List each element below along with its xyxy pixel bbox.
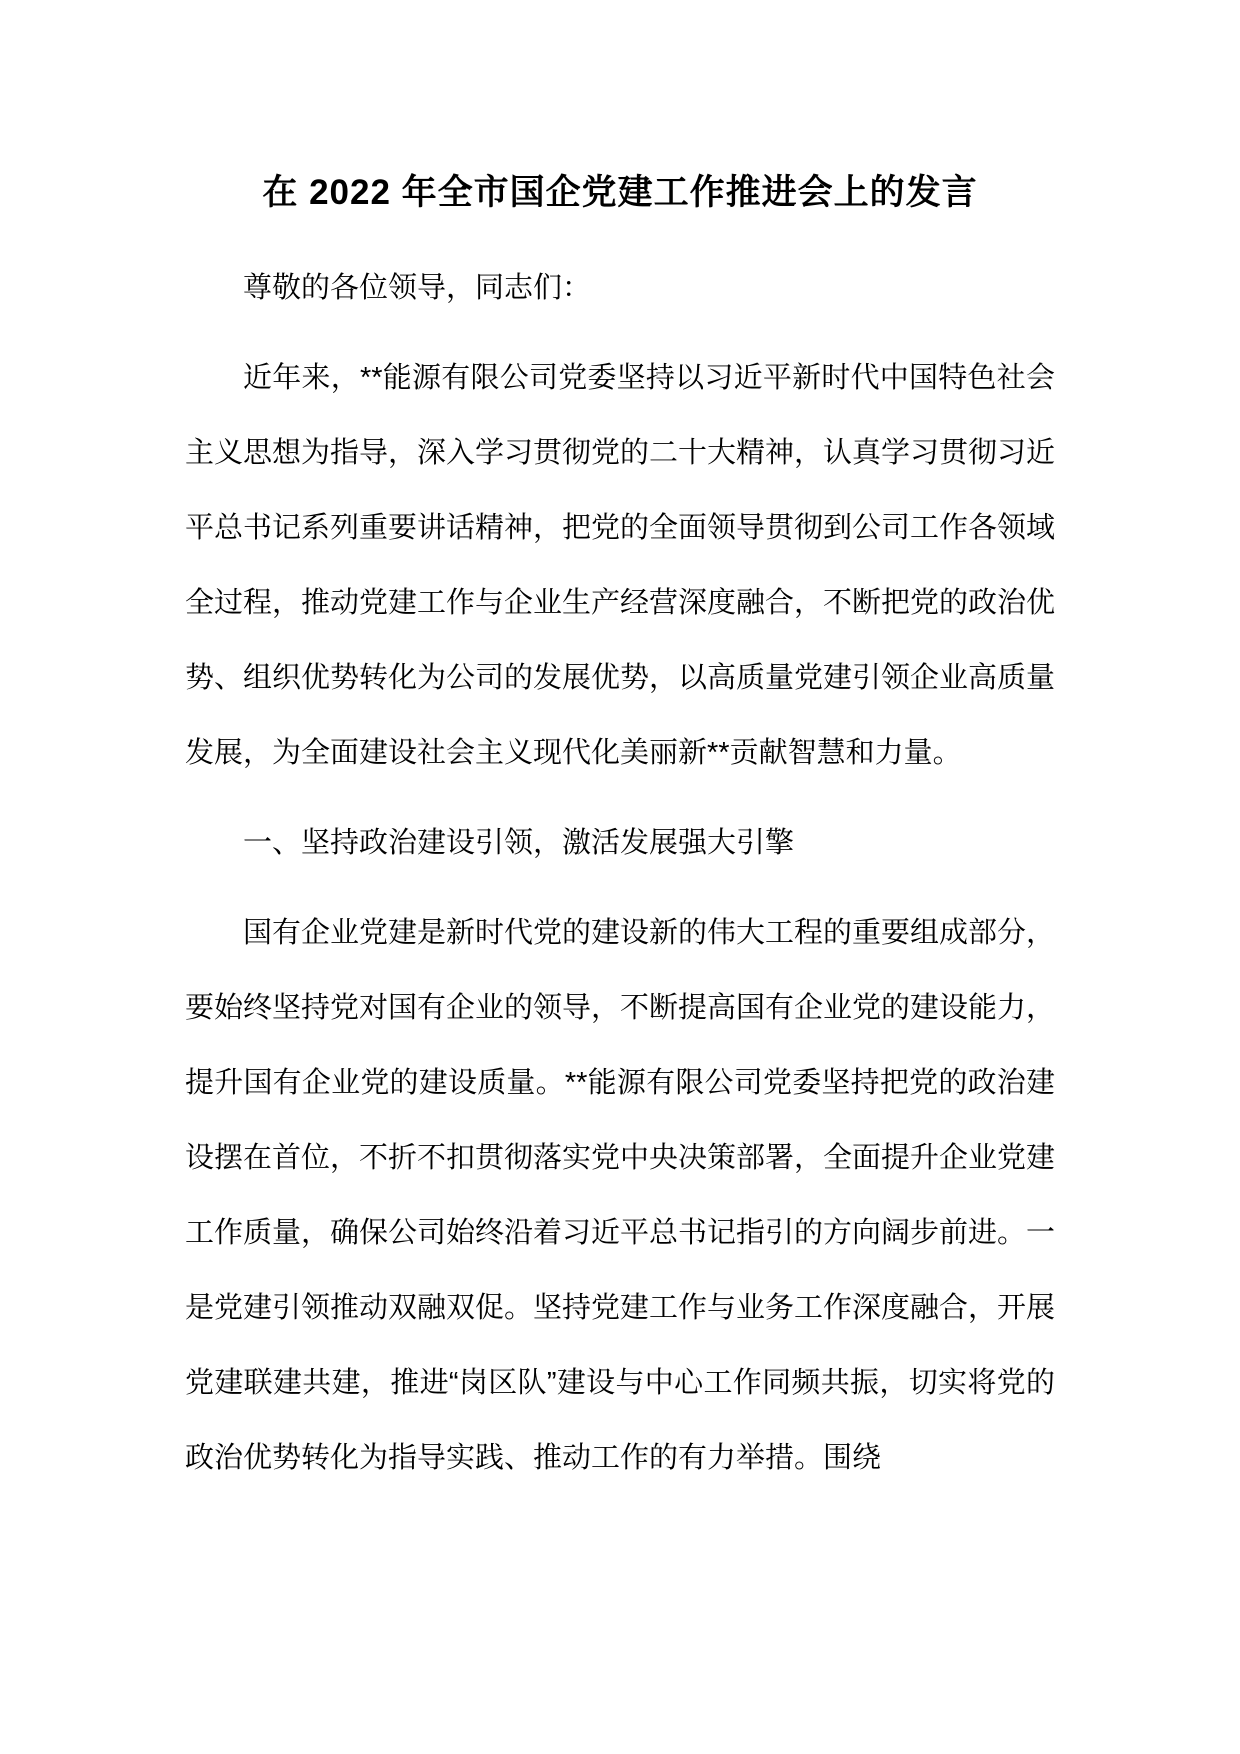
section-heading-1: 一、坚持政治建设引领，激活发展强大引擎 — [243, 827, 795, 859]
document-title: 在 2022 年全市国企党建工作推进会上的发言 — [262, 173, 978, 212]
section-1-paragraph: 国有企业党建是新时代党的建设新的伟大工程的重要组成部分，要始终坚持党对国有企业的领导，不断提高国有企业党的建设能力，提升国有企业党的建设质量。**能源有限公司党委坚持把党的政治建设摆在首位，不折不扣贯彻落实党中央决策部署，全面提升企业党建工作质量，确保公司始终沿着习近平总书记指引的方向阔步前进。一是党建引领推动双融双促。坚持党建工作与业务工作深度融合，开展党建联建共建，推进“岗区队”建设与中心工作同频共振，切实将党的政治优势转化为指导实践、推动工作的有力举措。围绕 — [185, 917, 1056, 1474]
intro-paragraph: 近年来，**能源有限公司党委坚持以习近平新时代中国特色社会主义思想为指导，深入学习贯彻党的二十大精神，认真学习贯彻习近平总书记系列重要讲话精神，把党的全面领导贯彻到公司工作各领域全过程，推动党建工作与企业生产经营深度融合，不断把党的政治优势、组织优势转化为公司的发展优势，以高质量党建引领企业高质量发展，为全面建设社会主义现代化美丽新**贡献智慧和力量。 — [185, 362, 1056, 769]
salutation-paragraph: 尊敬的各位领导，同志们： — [243, 272, 592, 304]
